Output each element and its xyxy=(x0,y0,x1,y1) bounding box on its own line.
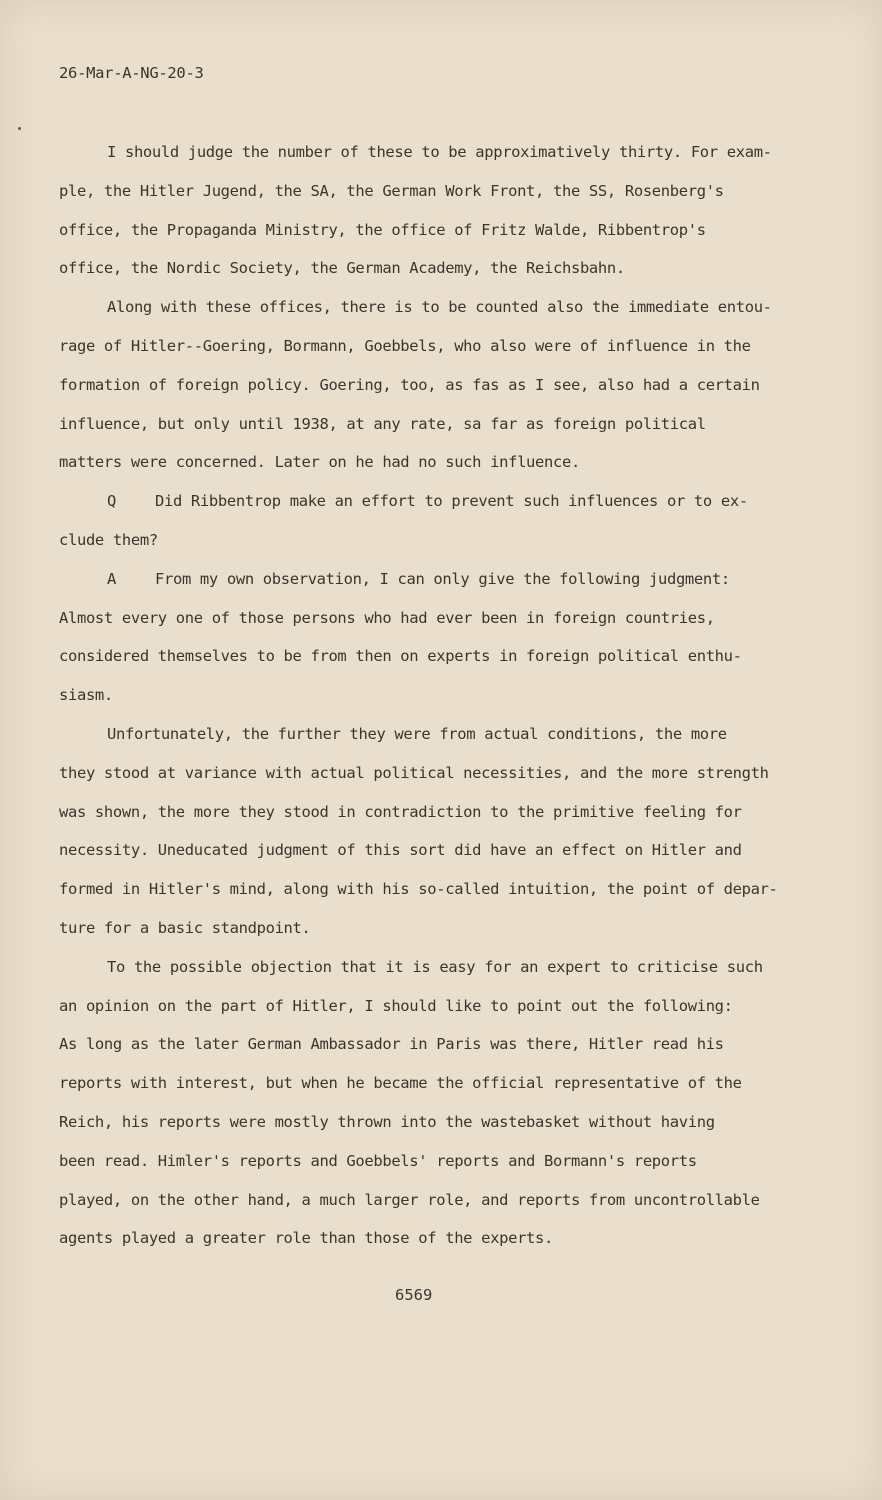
text-line: Along with these offices, there is to be counted also the immediate entou- xyxy=(107,298,772,317)
text-line: ple, the Hitler Jugend, the SA, the German Work Front, the SS, Rosenberg's xyxy=(59,181,724,200)
page-number: 6569 xyxy=(395,1286,433,1304)
text-line: formation of foreign policy. Goering, too, as fas as I see, also had a certain xyxy=(59,375,760,394)
answer-text: From my own observation, I can only give the following judgment: xyxy=(155,569,730,588)
text-line: As long as the later German Ambassador in Paris was there, Hitler read his xyxy=(59,1035,724,1054)
text-line: reports with interest, but when he became the official representative of the xyxy=(59,1074,742,1093)
text-line: office, the Nordic Society, the German Academy, the Reichsbahn. xyxy=(59,259,625,278)
text-line: an opinion on the part of Hitler, I should like to point out the following: xyxy=(59,996,733,1015)
text-line: agents played a greater role than those of the experts. xyxy=(59,1229,553,1248)
question-text: Did Ribbentrop make an effort to prevent such influences or to ex- xyxy=(155,492,748,511)
answer-marker: A xyxy=(107,569,116,588)
text-line: Unfortunately, the further they were from actual conditions, the more xyxy=(107,724,727,743)
text-line: necessity. Uneducated judgment of this sort did have an effect on Hitler and xyxy=(59,841,742,860)
text-line: was shown, the more they stood in contradiction to the primitive feeling for xyxy=(59,802,742,821)
text-line: rage of Hitler--Goering, Bormann, Goebbels, who also were of influence in the xyxy=(59,336,751,355)
text-line: Reich, his reports were mostly thrown into the wastebasket without having xyxy=(59,1112,715,1131)
text-line: To the possible objection that it is easy for an expert to criticise such xyxy=(107,957,763,976)
text-line: matters were concerned. Later on he had no such influence. xyxy=(59,453,580,472)
text-line: influence, but only until 1938, at any rate, sa far as foreign political xyxy=(59,414,706,433)
text-line: played, on the other hand, a much larger role, and reports from uncontrollable xyxy=(59,1190,760,1209)
punch-mark xyxy=(18,127,21,130)
text-line: ture for a basic standpoint. xyxy=(59,918,311,937)
answer-line xyxy=(59,560,819,599)
document-body xyxy=(59,133,819,1258)
document-reference: 26-Mar-A-NG-20-3 xyxy=(59,64,204,82)
text-line: I should judge the number of these to be approximatively thirty. For exam- xyxy=(107,143,772,161)
text-line: been read. Himler's reports and Goebbels' reports and Bormann's reports xyxy=(59,1151,697,1170)
text-line: office, the Propaganda Ministry, the office of Fritz Walde, Ribbentrop's xyxy=(59,220,706,239)
text-line: siasm. xyxy=(59,686,113,705)
question-line xyxy=(59,482,819,521)
text-line: considered themselves to be from then on experts in foreign political enthu- xyxy=(59,647,742,666)
question-marker: Q xyxy=(107,492,116,511)
text-line: formed in Hitler's mind, along with his so-called intuition, the point of depar- xyxy=(59,880,778,899)
text-line: they stood at variance with actual political necessities, and the more strength xyxy=(59,763,769,782)
text-line: clude them? xyxy=(59,530,158,549)
text-line: Almost every one of those persons who had ever been in foreign countries, xyxy=(59,608,715,627)
